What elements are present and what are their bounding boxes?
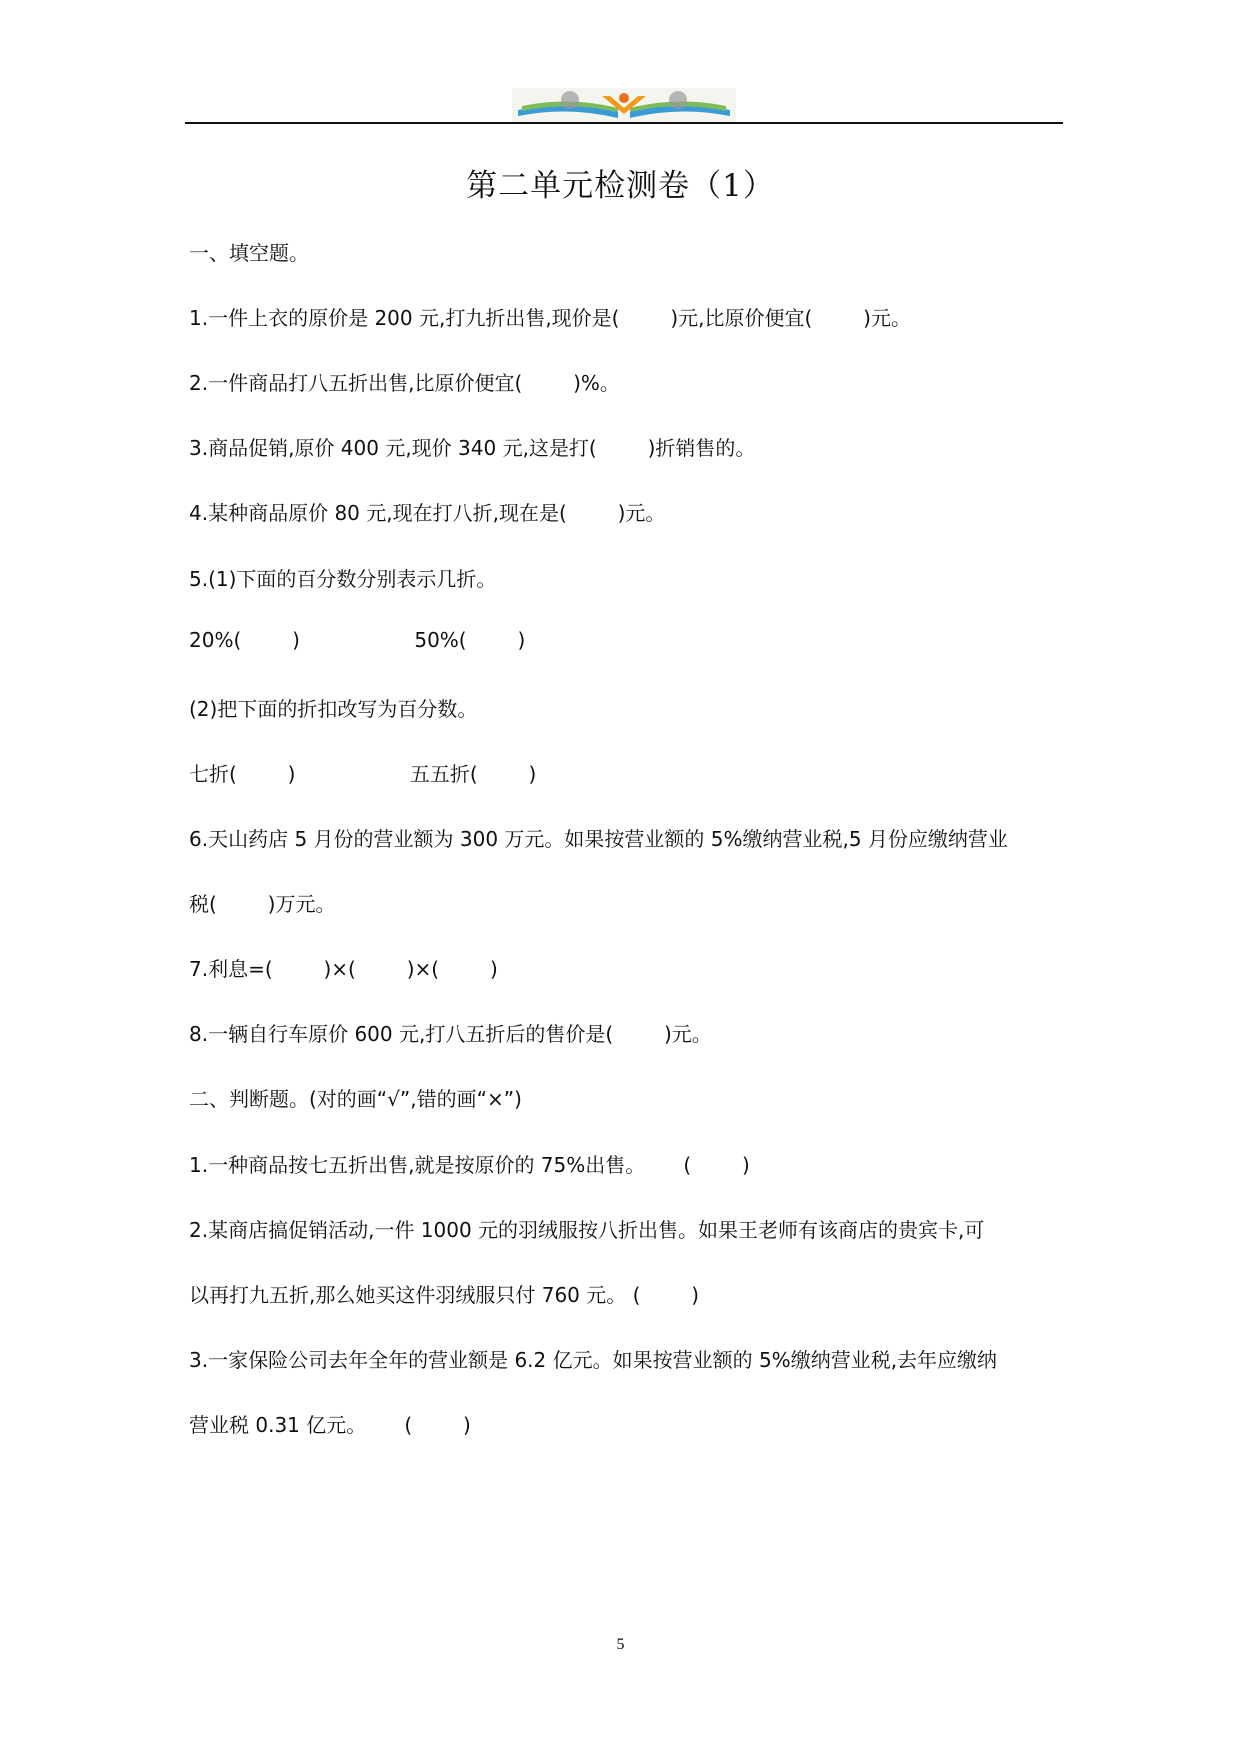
question-line: 以再打九五折,那么她买这件羽绒服只付 760 元。 ( ) bbox=[189, 1283, 700, 1307]
question-line: 8.一辆自行车原价 600 元,打八五折后的售价是( )元。 bbox=[189, 1022, 712, 1046]
question-line: (2)把下面的折扣改写为百分数。 bbox=[189, 697, 478, 721]
section-heading-fill-blank: 一、填空题。 bbox=[189, 241, 309, 265]
question-line: 2.某商店搞促销活动,一件 1000 元的羽绒服按八折出售。如果王老师有该商店的贵宾卡,可 bbox=[189, 1218, 985, 1242]
question-line: 3.商品促销,原价 400 元,现价 340 元,这是打( )折销售的。 bbox=[189, 436, 756, 460]
question-line: 1.一种商品按七五折出售,就是按原价的 75%出售。 ( ) bbox=[189, 1153, 750, 1177]
book-and-tree-logo bbox=[512, 88, 736, 122]
question-line: 7.利息=( )×( )×( ) bbox=[189, 957, 498, 981]
question-line: 4.某种商品原价 80 元,现在打八折,现在是( )元。 bbox=[189, 501, 666, 525]
question-line: 1.一件上衣的原价是 200 元,打九折出售,现价是( )元,比原价便宜( )元。 bbox=[189, 306, 911, 330]
question-line: 营业税 0.31 亿元。 ( ) bbox=[189, 1413, 471, 1437]
question-line: 七折( ) 五五折( ) bbox=[189, 762, 537, 786]
question-line: 税( )万元。 bbox=[189, 892, 336, 916]
page-title: 第二单元检测卷（1） bbox=[466, 168, 775, 204]
question-line: 5.(1)下面的百分数分别表示几折。 bbox=[189, 567, 497, 591]
header-rule bbox=[185, 122, 1063, 124]
page-number: 5 bbox=[616, 1636, 625, 1653]
section-heading-true-false: 二、判断题。(对的画“√”,错的画“×”) bbox=[189, 1087, 522, 1111]
question-line: 20%( ) 50%( ) bbox=[189, 628, 526, 652]
question-line: 3.一家保险公司去年全年的营业额是 6.2 亿元。如果按营业额的 5%缴纳营业税,去年应缴纳 bbox=[189, 1348, 998, 1372]
question-line: 6.天山药店 5 月份的营业额为 300 万元。如果按营业额的 5%缴纳营业税,5 月份应缴纳营业 bbox=[189, 827, 1008, 851]
question-line: 2.一件商品打八五折出售,比原价便宜( )%。 bbox=[189, 371, 620, 395]
